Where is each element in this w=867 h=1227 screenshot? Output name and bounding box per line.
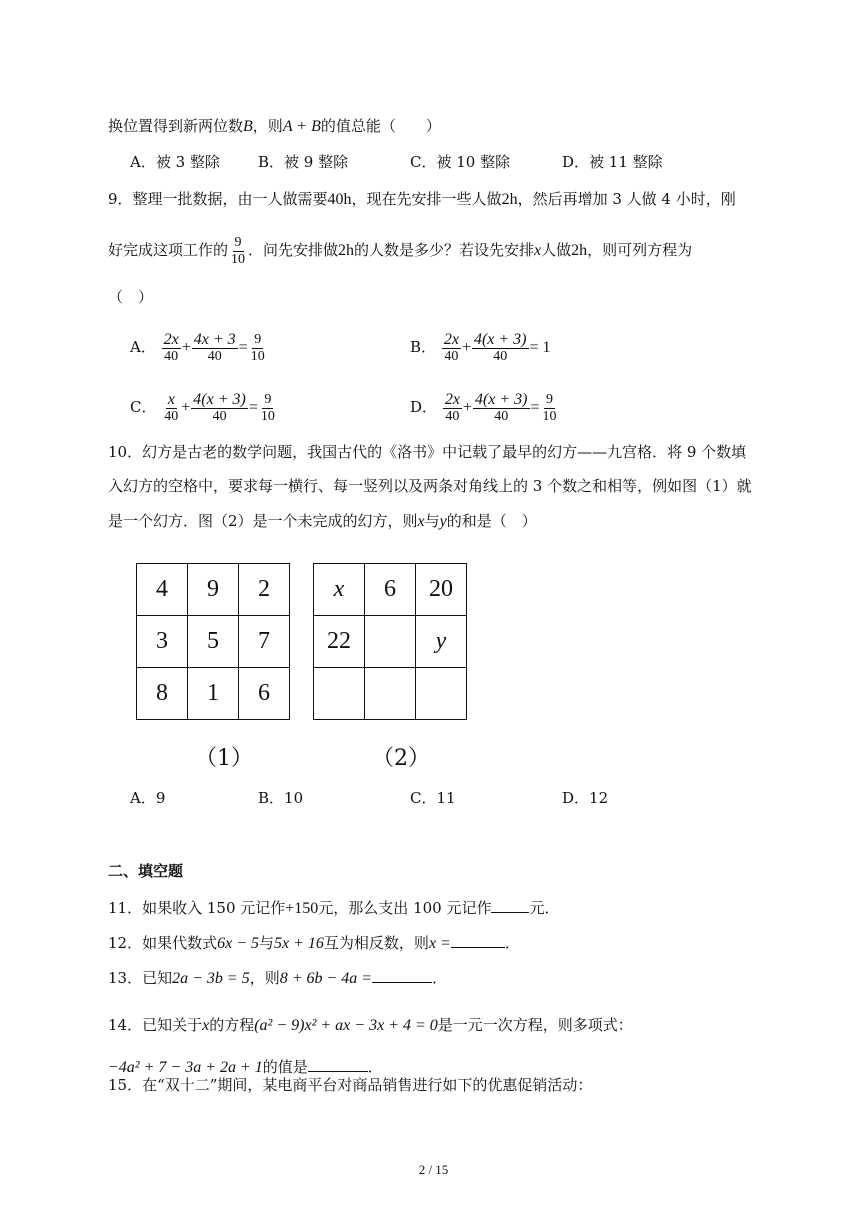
q9-option-d[interactable]: D． $\frac{2x}{40}$ + $\frac{4(x + 3)}{40}$ = $\frac{9}{10}$ xyxy=(410,390,557,424)
answer-blank[interactable] xyxy=(372,967,432,983)
caption-figure-1: （1） xyxy=(195,746,253,771)
q9-option-a[interactable]: A． $\frac{2x}{40}$ + $\frac{4x + 3}{40}$ = $\frac{9}{10}$ xyxy=(130,330,265,364)
grid2-cell xyxy=(365,668,416,720)
q14-line1: 14．已知关于x的方程(a² − 9)x² + ax − 3x + 4 = 0是一元一次方程，则多项式： xyxy=(108,1016,633,1034)
q10-option-b[interactable]: B．10 xyxy=(258,789,304,807)
grid1-cell: 3 xyxy=(137,616,188,668)
grid2-cell-x: x xyxy=(314,564,365,616)
grid1-cell: 1 xyxy=(188,668,239,720)
q15: 15．在“双十二”期间，某电商平台对商品销售进行如下的优惠促销活动： xyxy=(108,1076,593,1094)
q10-stem-line2: 入幻方的空格中，要求每一横行、每一竖列以及两条对角线上的 3 个数之和相等，例如图（1）就 xyxy=(108,477,752,495)
q11: 11．如果收入 150 元记作+150元，那么支出 100 元记作 元． xyxy=(108,899,560,917)
answer-blank[interactable] xyxy=(491,897,529,913)
q10-option-d[interactable]: D．12 xyxy=(562,789,609,807)
grid1-cell: 8 xyxy=(137,668,188,720)
q8-option-c[interactable]: C．被 10 整除 xyxy=(410,153,511,171)
q12: 12．如果代数式6x − 5与5x + 16互为相反数，则x = ． xyxy=(108,934,520,952)
q9-stem-line1: 9．整理一批数据，由一人做需要40h，现在先安排一些人做2h，然后再增加 3 人做 4 小时，刚 xyxy=(108,190,736,208)
grid2-cell-y: y xyxy=(416,616,467,668)
grid1-cell: 7 xyxy=(239,616,290,668)
q8-option-d[interactable]: D．被 11 整除 xyxy=(562,153,663,171)
grid2-cell xyxy=(416,668,467,720)
q8-option-a[interactable]: A．被 3 整除 xyxy=(130,153,220,171)
q8-stem: 换位置得到新两位数B，则A + B的值总能（ ） xyxy=(108,117,441,135)
q9-stem-line2: 好完成这项工作的 $\frac{9}{10}$ ．问先安排做2h的人数是多少？若设先安排x人做2h，则可列方程为 xyxy=(108,234,693,267)
q14-line2: −4a² + 7 − 3a + 2a + 1的值是 ． xyxy=(108,1058,383,1076)
q10-option-c[interactable]: C．11 xyxy=(410,789,456,807)
grid1-cell: 4 xyxy=(137,564,188,616)
grid1-cell: 2 xyxy=(239,564,290,616)
grid1-cell: 6 xyxy=(239,668,290,720)
grid2-cell: 22 xyxy=(314,616,365,668)
fraction-9-10: $\frac{9}{10}$ xyxy=(231,234,246,267)
grid2-cell xyxy=(314,668,365,720)
q10-stem-line1: 10．幻方是古老的数学问题，我国古代的《洛书》中记载了最早的幻方——九宫格．将 9 个数填 xyxy=(108,443,747,461)
caption-figure-2: （2） xyxy=(372,746,430,771)
answer-blank[interactable] xyxy=(451,932,505,948)
grid1-cell: 9 xyxy=(188,564,239,616)
q9-stem-line3: （ ） xyxy=(108,288,154,306)
q8-option-b[interactable]: B．被 9 整除 xyxy=(258,153,349,171)
grid2-cell xyxy=(365,616,416,668)
magic-square-2 xyxy=(313,563,467,720)
section-heading-fill-blank: 二、填空题 xyxy=(108,862,184,880)
page-number: 2 / 15 xyxy=(418,1162,449,1177)
q9-option-c[interactable]: C． $\frac{x}{40}$ + $\frac{4(x + 3)}{40}$ = $\frac{9}{10}$ xyxy=(130,390,275,424)
grid2-cell: 20 xyxy=(416,564,467,616)
q9-option-b[interactable]: B． $\frac{2x}{40}$ + $\frac{4(x + 3)}{40}$ = 1 xyxy=(410,330,551,364)
q13: 13．已知2a − 3b = 5，则8 + 6b − 4a = ． xyxy=(108,969,448,987)
q10-option-a[interactable]: A．9 xyxy=(130,789,166,807)
answer-blank[interactable] xyxy=(308,1056,368,1072)
q10-stem-line3: 是一个幻方．图（2）是一个未完成的幻方，则x与y的和是（ ） xyxy=(108,512,537,530)
grid2-cell: 6 xyxy=(365,564,416,616)
grid1-cell: 5 xyxy=(188,616,239,668)
magic-square-1 xyxy=(136,563,290,720)
